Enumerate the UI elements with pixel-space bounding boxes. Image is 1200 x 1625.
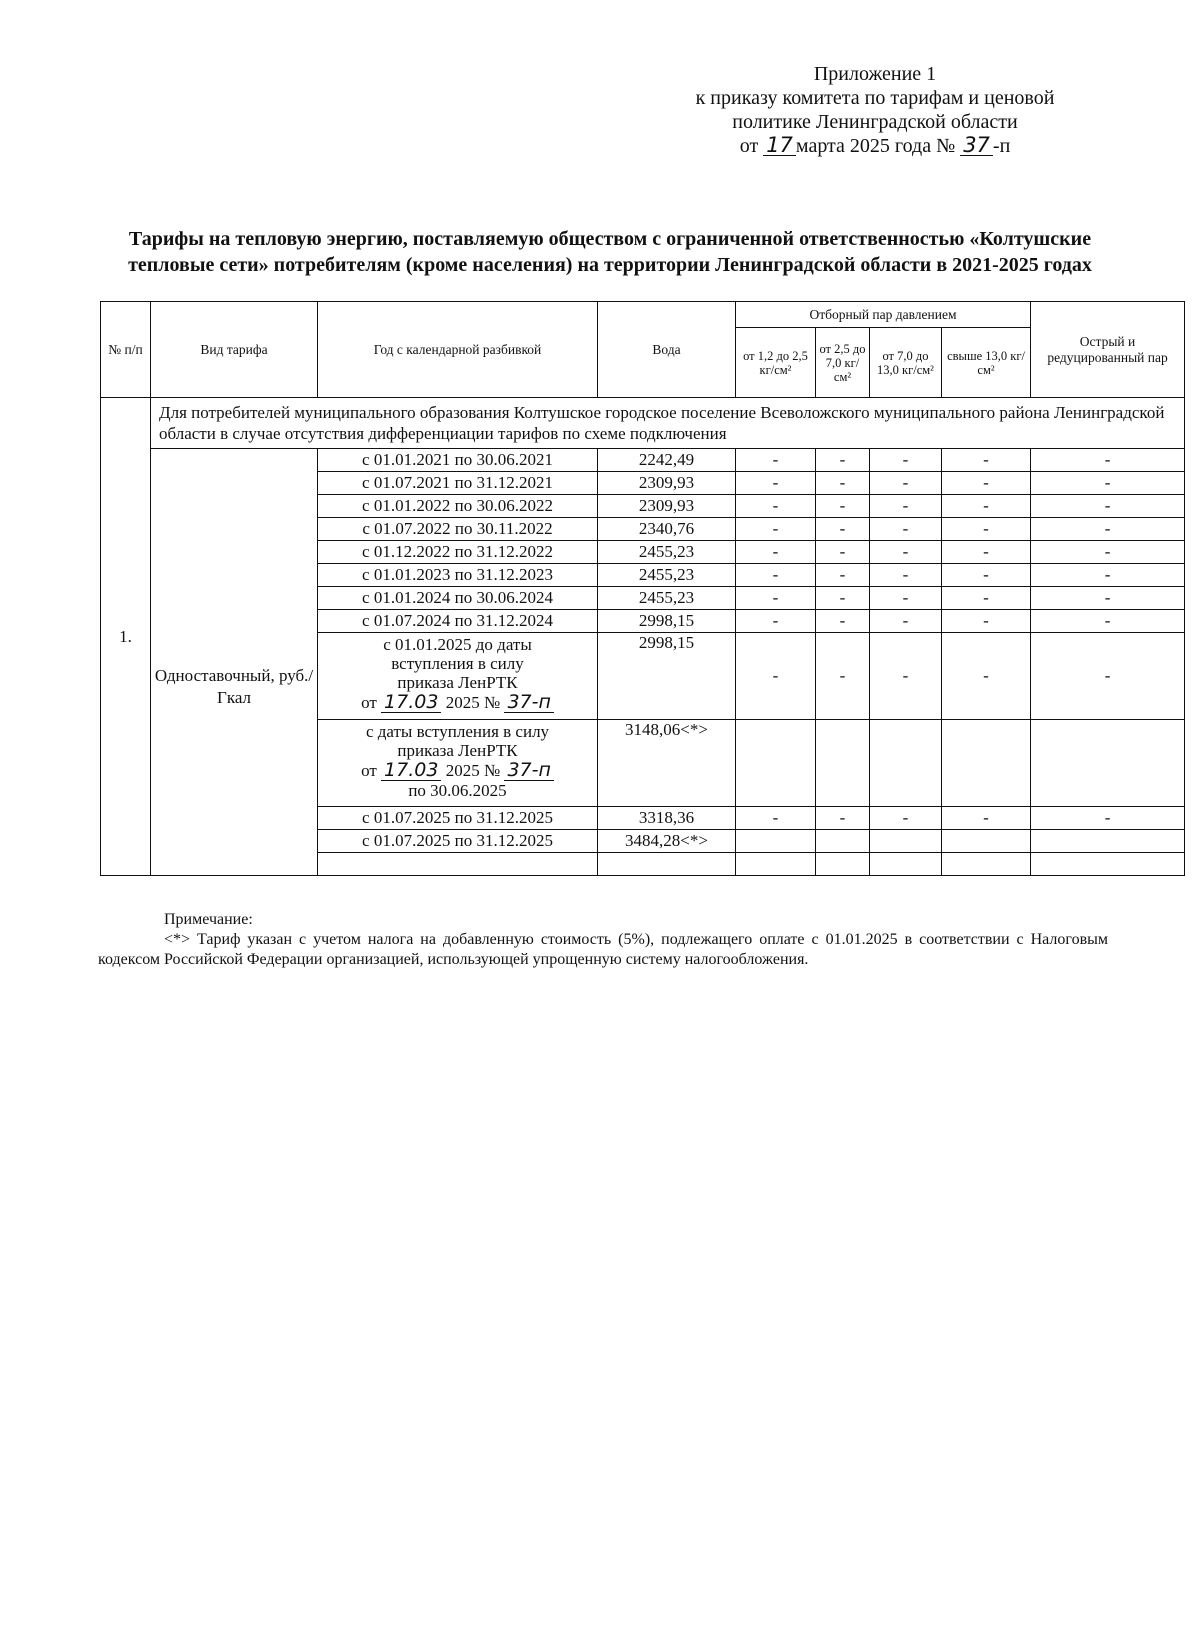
dash-cell: -: [816, 518, 870, 541]
period-line: по 30.06.2025: [408, 781, 507, 800]
water-value: 3484,28<*>: [598, 830, 736, 853]
dash-cell: -: [816, 472, 870, 495]
dash-cell: -: [942, 495, 1031, 518]
dash-cell: -: [816, 610, 870, 633]
dash-cell: -: [942, 807, 1031, 830]
header-sharp-steam: Острый и редуцированный пар: [1031, 302, 1185, 398]
appendix-title: Приложение 1: [813, 63, 937, 85]
water-value: 2242,49: [598, 449, 736, 472]
dash-cell: -: [870, 807, 942, 830]
handwritten-order-date: 17.03: [381, 692, 441, 713]
dash-cell: -: [942, 472, 1031, 495]
dash-cell: -: [816, 495, 870, 518]
dash-cell: -: [816, 541, 870, 564]
period-order-ref: [320, 760, 595, 781]
dash-cell: -: [870, 610, 942, 633]
handwritten-order-number: 37-п: [504, 760, 553, 781]
dash-cell: -: [1031, 610, 1185, 633]
header-steam-1: от 1,2 до 2,5 кг/см²: [736, 328, 816, 398]
period-cell-order-from: [318, 720, 598, 807]
header-period: Год с календарной разбивкой: [318, 302, 598, 398]
appendix-order-ref: к приказу комитета по тарифам и ценовой: [695, 87, 1055, 109]
water-value: 2998,15: [598, 633, 736, 720]
dash-cell: -: [942, 449, 1031, 472]
empty-cell: [816, 830, 870, 853]
dash-cell: -: [942, 633, 1031, 720]
empty-cell: [942, 830, 1031, 853]
handwritten-day: 17: [763, 135, 796, 156]
period-cell: с 01.07.2021 по 31.12.2021: [318, 472, 598, 495]
dash-cell: -: [942, 587, 1031, 610]
header-steam-3: от 7,0 до 13,0 кг/см²: [870, 328, 942, 398]
order-year: 2025 №: [445, 761, 501, 780]
dash-cell: -: [736, 495, 816, 518]
water-value: 2309,93: [598, 495, 736, 518]
dash-cell: -: [816, 564, 870, 587]
header-water: Вода: [598, 302, 736, 398]
dash-cell: -: [942, 541, 1031, 564]
empty-cell: [870, 720, 942, 807]
order-suffix: -п: [992, 135, 1011, 157]
empty-cell: [736, 853, 816, 876]
water-value: 2455,23: [598, 587, 736, 610]
period-cell: с 01.01.2023 по 31.12.2023: [318, 564, 598, 587]
dash-cell: -: [736, 541, 816, 564]
period-order-ref: [320, 692, 595, 713]
handwritten-order-number: 37-п: [504, 692, 553, 713]
water-value: 2998,15: [598, 610, 736, 633]
empty-cell: [1031, 853, 1185, 876]
period-cell: с 01.01.2022 по 30.06.2022: [318, 495, 598, 518]
tariff-table: [100, 301, 1185, 876]
header-steam-group: Отборный пар давлением: [736, 302, 1031, 328]
footnote-text: <*> Тариф указан с учетом налога на добавленную стоимость (5%), подлежащего оплате с 01.01.2025 в соответствии с Налоговым кодексом Российской Федерации организацией, использующей упрощенную систему налогообложения.: [98, 931, 1108, 968]
order-year: 2025 №: [445, 693, 501, 712]
period-cell-order-until: [318, 633, 598, 720]
row-number: 1.: [101, 398, 151, 876]
dash-cell: -: [1031, 518, 1185, 541]
dash-cell: -: [816, 633, 870, 720]
dash-cell: -: [1031, 587, 1185, 610]
empty-cell: [1031, 830, 1185, 853]
dash-cell: -: [736, 518, 816, 541]
handwritten-order-date: 17.03: [381, 760, 441, 781]
group-label: Для потребителей муниципального образования Колтушское городское поселение Всеволожского муниципального района Ленинградской области в случае отсутствия дифференциации тарифов по схеме подключения: [151, 398, 1185, 449]
order-middle: марта 2025 года №: [795, 135, 956, 157]
empty-cell: [318, 853, 598, 876]
tariff-type: Одноставочный, руб./Гкал: [151, 449, 318, 876]
dash-cell: -: [1031, 633, 1185, 720]
dash-cell: -: [1031, 495, 1185, 518]
footnote: [98, 910, 1108, 970]
dash-cell: -: [870, 587, 942, 610]
empty-cell: [870, 853, 942, 876]
appendix-committee: политике Ленинградской области: [732, 111, 1018, 133]
empty-cell: [942, 853, 1031, 876]
dash-cell: -: [816, 807, 870, 830]
water-value: 2309,93: [598, 472, 736, 495]
period-line: приказа ЛенРТК: [397, 673, 518, 692]
period-cell: с 01.01.2021 по 30.06.2021: [318, 449, 598, 472]
water-value: 3148,06<*>: [598, 720, 736, 807]
empty-cell: [598, 853, 736, 876]
period-cell: с 01.07.2025 по 31.12.2025: [318, 830, 598, 853]
dash-cell: -: [942, 518, 1031, 541]
period-line: вступления в силу: [391, 654, 524, 673]
appendix-order-date: [640, 134, 1110, 158]
header-steam-4: свыше 13,0 кг/см²: [942, 328, 1031, 398]
dash-cell: -: [736, 610, 816, 633]
empty-cell: [870, 830, 942, 853]
header-steam-2: от 2,5 до 7,0 кг/см²: [816, 328, 870, 398]
dash-cell: -: [736, 587, 816, 610]
period-cell: с 01.07.2024 по 31.12.2024: [318, 610, 598, 633]
dash-cell: -: [870, 472, 942, 495]
dash-cell: -: [736, 564, 816, 587]
period-line: приказа ЛенРТК: [397, 741, 518, 760]
period-cell: с 01.07.2022 по 30.11.2022: [318, 518, 598, 541]
dash-cell: -: [736, 633, 816, 720]
water-value: 3318,36: [598, 807, 736, 830]
appendix-header: [640, 62, 1110, 158]
empty-cell: [942, 720, 1031, 807]
handwritten-order-number: 37: [960, 135, 993, 156]
water-value: 2340,76: [598, 518, 736, 541]
water-value: 2455,23: [598, 541, 736, 564]
document-title: Тарифы на тепловую энергию, поставляемую обществом с ограниченной ответственностью «Колтушские тепловые сети» потребителям (кроме населения) на территории Ленинградской области в 2021-2025 годах: [128, 228, 1092, 276]
empty-cell: [816, 853, 870, 876]
order-prefix: от: [739, 135, 759, 157]
dash-cell: -: [870, 495, 942, 518]
order-from: от: [361, 693, 377, 712]
water-value: 2455,23: [598, 564, 736, 587]
dash-cell: -: [870, 518, 942, 541]
dash-cell: -: [736, 449, 816, 472]
dash-cell: -: [736, 807, 816, 830]
header-num: № п/п: [101, 302, 151, 398]
dash-cell: -: [1031, 807, 1185, 830]
dash-cell: -: [870, 541, 942, 564]
dash-cell: -: [816, 449, 870, 472]
dash-cell: -: [1031, 541, 1185, 564]
dash-cell: -: [736, 472, 816, 495]
period-line: с даты вступления в силу: [365, 722, 550, 741]
dash-cell: -: [942, 564, 1031, 587]
empty-cell: [736, 720, 816, 807]
empty-cell: [1031, 720, 1185, 807]
dash-cell: -: [1031, 564, 1185, 587]
dash-cell: -: [870, 633, 942, 720]
dash-cell: -: [870, 564, 942, 587]
dash-cell: -: [1031, 472, 1185, 495]
period-line: с 01.01.2025 до даты: [383, 635, 532, 654]
order-from: от: [361, 761, 377, 780]
dash-cell: -: [870, 449, 942, 472]
dash-cell: -: [1031, 449, 1185, 472]
dash-cell: -: [942, 610, 1031, 633]
dash-cell: -: [816, 587, 870, 610]
period-cell: с 01.01.2024 по 30.06.2024: [318, 587, 598, 610]
period-cell: с 01.07.2025 по 31.12.2025: [318, 807, 598, 830]
empty-cell: [816, 720, 870, 807]
period-cell: с 01.12.2022 по 31.12.2022: [318, 541, 598, 564]
empty-cell: [736, 830, 816, 853]
header-tariff-type: Вид тарифа: [151, 302, 318, 398]
footnote-heading: Примечание:: [164, 911, 253, 928]
